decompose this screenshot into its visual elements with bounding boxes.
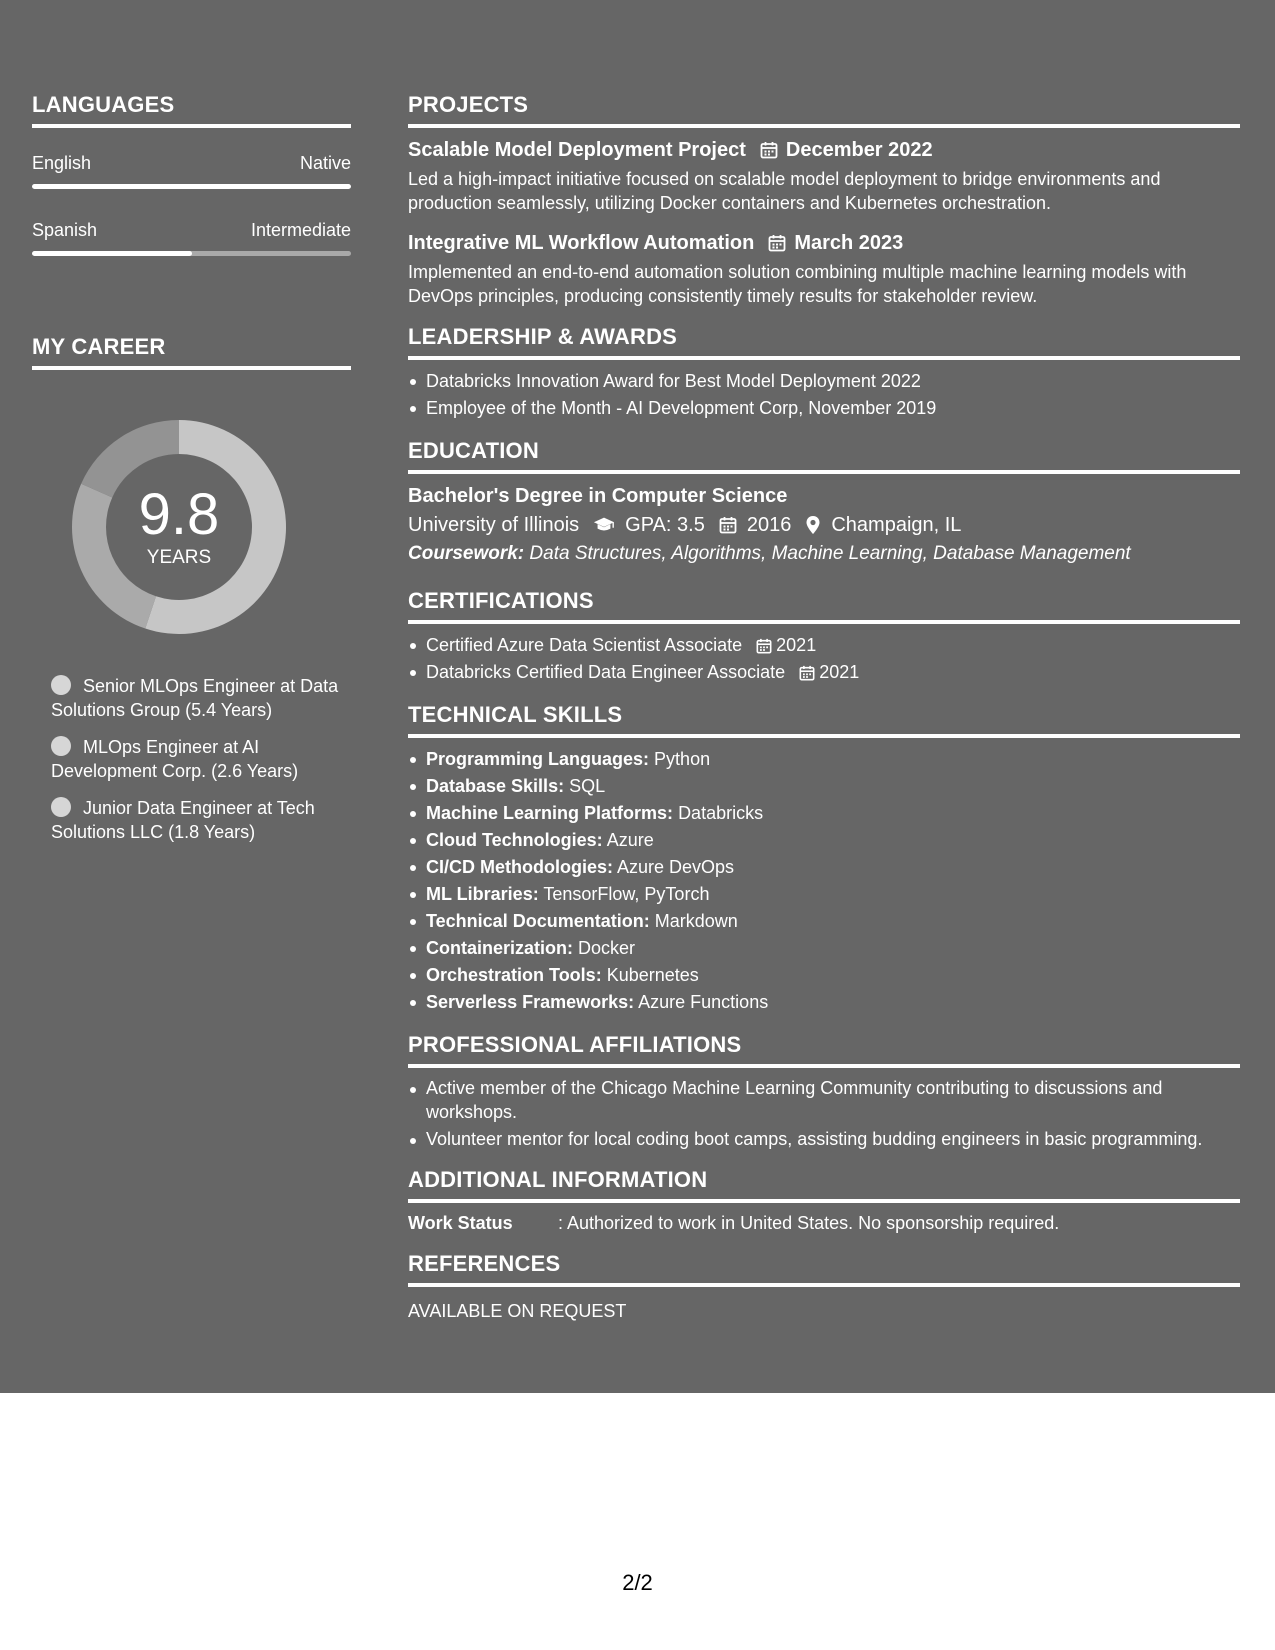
project-date: March 2023 bbox=[794, 232, 904, 254]
skill-item: Machine Learning Platforms: Databricks bbox=[408, 800, 1240, 827]
career-total-unit: YEARS bbox=[146, 547, 212, 568]
language-level: Native bbox=[299, 153, 351, 173]
leadership-section bbox=[408, 324, 1240, 422]
award-item: Databricks Innovation Award for Best Model Deployment 2022 bbox=[408, 368, 1240, 395]
skill-item: Technical Documentation: Markdown bbox=[408, 908, 1240, 935]
project-description: Implemented an end-to-end automation solution combining multiple machine learning models with DevOps principles, producing consistently timely results for stakeholder review. bbox=[408, 262, 1187, 306]
career-item: Junior Data Engineer at Tech Solutions LLC (1.8 Years) bbox=[51, 798, 315, 842]
language-item-english bbox=[32, 152, 351, 189]
calendar-icon bbox=[719, 516, 737, 534]
certifications-section bbox=[408, 588, 1240, 686]
language-proficiency-fill bbox=[32, 184, 351, 189]
certification-year: 2021 bbox=[819, 662, 860, 682]
work-status-value: : Authorized to work in United States. No sponsorship required. bbox=[558, 1213, 1060, 1233]
additional-section bbox=[408, 1167, 1240, 1235]
project-name: Integrative ML Workflow Automation bbox=[408, 232, 755, 254]
career-item: MLOps Engineer at AI Development Corp. (2.6 Years) bbox=[51, 737, 299, 781]
skill-item: Orchestration Tools: Kubernetes bbox=[408, 962, 1240, 989]
career-item: Senior MLOps Engineer at Data Solutions Group (5.4 Years) bbox=[51, 676, 339, 720]
career-title: MY CAREER bbox=[32, 334, 351, 370]
references-text: AVAILABLE ON REQUEST bbox=[408, 1301, 627, 1321]
education-school: University of Illinois bbox=[408, 514, 580, 536]
education-title: EDUCATION bbox=[408, 438, 1240, 474]
skill-item: Programming Languages: Python bbox=[408, 746, 1240, 773]
skill-item: Database Skills: SQL bbox=[408, 773, 1240, 800]
bullet-dot-icon bbox=[51, 797, 71, 817]
skill-item: CI/CD Methodologies: Azure DevOps bbox=[408, 854, 1240, 881]
project-date: December 2022 bbox=[785, 139, 933, 161]
calendar-icon bbox=[768, 234, 786, 252]
skill-item: Containerization: Docker bbox=[408, 935, 1240, 962]
bullet-dot-icon bbox=[51, 736, 71, 756]
leadership-title: LEADERSHIP & AWARDS bbox=[408, 324, 1240, 360]
language-name: English bbox=[32, 153, 92, 173]
certification-year: 2021 bbox=[776, 635, 817, 655]
certifications-title: CERTIFICATIONS bbox=[408, 588, 1240, 624]
education-location: Champaign, IL bbox=[831, 514, 962, 536]
language-item-spanish bbox=[32, 219, 351, 256]
affiliation-item: Volunteer mentor for local coding boot camps, assisting budding engineers in basic programming. bbox=[408, 1127, 1240, 1151]
affiliations-title: PROFESSIONAL AFFILIATIONS bbox=[408, 1032, 1240, 1068]
education-degree: Bachelor's Degree in Computer Science bbox=[408, 485, 788, 507]
education-section bbox=[408, 438, 1240, 568]
calendar-icon bbox=[756, 638, 772, 654]
language-proficiency-bar bbox=[32, 251, 351, 256]
project-name: Scalable Model Deployment Project bbox=[408, 139, 746, 161]
education-year: 2016 bbox=[746, 514, 792, 536]
references-title: REFERENCES bbox=[408, 1251, 1240, 1287]
work-status-label: Work Status bbox=[408, 1213, 513, 1233]
project-item bbox=[408, 229, 1240, 308]
bullet-dot-icon bbox=[51, 675, 71, 695]
skills-section bbox=[408, 702, 1240, 1016]
location-pin-icon bbox=[805, 515, 821, 535]
page-number: 2/2 bbox=[622, 1570, 653, 1595]
affiliation-item: Active member of the Chicago Machine Learning Community contributing to discussions and workshops. bbox=[408, 1076, 1240, 1124]
language-proficiency-bar bbox=[32, 184, 351, 189]
coursework-label: Coursework: bbox=[408, 543, 525, 564]
career-list bbox=[32, 674, 351, 844]
certification-item: Databricks Certified Data Engineer Associate 2021 bbox=[408, 659, 1240, 686]
projects-title: PROJECTS bbox=[408, 92, 1240, 128]
additional-title: ADDITIONAL INFORMATION bbox=[408, 1167, 1240, 1203]
left-column bbox=[32, 92, 351, 857]
award-item: Employee of the Month - AI Development Corp, November 2019 bbox=[408, 395, 1240, 422]
references-section bbox=[408, 1251, 1240, 1323]
skills-title: TECHNICAL SKILLS bbox=[408, 702, 1240, 738]
right-column bbox=[408, 92, 1240, 1323]
career-donut-chart bbox=[66, 414, 292, 640]
skill-item: Cloud Technologies: Azure bbox=[408, 827, 1240, 854]
calendar-icon bbox=[799, 665, 815, 681]
skill-item: Serverless Frameworks: Azure Functions bbox=[408, 989, 1240, 1016]
education-coursework bbox=[408, 540, 1240, 568]
language-proficiency-fill bbox=[32, 251, 192, 256]
project-item bbox=[408, 136, 1240, 215]
certification-item: Certified Azure Data Scientist Associate 2021 bbox=[408, 632, 1240, 659]
education-gpa: GPA: 3.5 bbox=[625, 514, 705, 536]
coursework-value: Data Structures, Algorithms, Machine Learning, Database Management bbox=[529, 543, 1131, 564]
career-total-value: 9.8 bbox=[138, 482, 220, 547]
project-description: Led a high-impact initiative focused on scalable model deployment to bridge environments and production seamlessly, utilizing Docker containers and Kubernetes orchestration. bbox=[408, 169, 1161, 213]
calendar-icon bbox=[760, 141, 778, 159]
language-name: Spanish bbox=[32, 220, 98, 240]
skill-item: ML Libraries: TensorFlow, PyTorch bbox=[408, 881, 1240, 908]
affiliations-section bbox=[408, 1032, 1240, 1151]
languages-title: LANGUAGES bbox=[32, 92, 351, 128]
graduation-cap-icon bbox=[593, 515, 615, 535]
language-level: Intermediate bbox=[250, 220, 351, 240]
